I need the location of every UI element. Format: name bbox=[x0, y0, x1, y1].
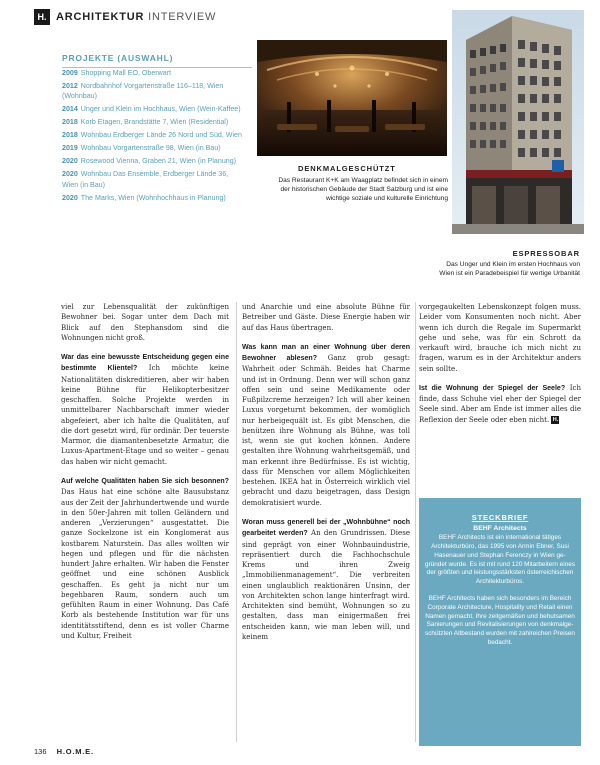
projects-list bbox=[62, 68, 242, 206]
list-item: 2014 Unger und Klein im Hochhaus, Wien (Wein-Kaffee) bbox=[62, 105, 241, 114]
projects-heading: PROJEKTE (AUSWAHL) bbox=[62, 52, 252, 68]
interview-answer: Ganz grob gesagt: Wahrheit oder Schmäh. Beides hat Charme und ist in Ordnung. Denn wer will schon ganz offen sein und seine Medikamente oder Fußpilzcreme herzeigen? Ich will aber keinen Luxus vorgeturnt bekommen, der womöglich nur herbeigequält ist. Es gibt Menschen, die benützen ihre Wohnung als Bühne, was toll ist, wenn sie gut kochen können. Andere gestalten ihre Wohnung wahrheitsgemäß, und man erkennt ihre Bedürfnisse. Es ist wichtig, dass für Menschen vor allem Möglichkeiten bestehen. IKEA hat in Österreich wirklich viel gebracht und dazu beigetragen, dass Design demokratisiert wurde. bbox=[242, 353, 410, 507]
interview-question: Was kann man an einer Wohnung über deren Bewohner ablesen? bbox=[242, 343, 410, 363]
page-number: 136 bbox=[34, 747, 47, 756]
end-mark-icon: H. bbox=[552, 416, 559, 423]
column-divider bbox=[415, 302, 416, 742]
paragraph bbox=[61, 476, 229, 641]
paragraph: vorgegaukelten Lebenskonzept folgen muss. Leider vom Konsumenten noch nicht. Aber wenn ich durch die Regale im Supermarkt gehe und sehe, was für ein Schrott da verkauft wird, brauche ich mich nicht zu fragen, warum es in der Architektur anders sein sollte. bbox=[419, 302, 581, 373]
page-footer bbox=[34, 747, 94, 757]
paragraph bbox=[61, 352, 229, 467]
interview-question: Ist die Wohnung der Spiegel der Seele? bbox=[419, 384, 566, 392]
list-item: 2018 Korb Etagen, Brandstätte 7, Wien (Residential) bbox=[62, 118, 229, 127]
list-item: 2020 Rosewood Vienna, Graben 21, Wien (in Planung) bbox=[62, 157, 237, 166]
paragraph bbox=[419, 383, 581, 425]
list-item: 2019 Wohnbau Vorgartenstraße 98, Wien (in Bau) bbox=[62, 144, 221, 153]
espresso-caption-title: ESPRESSOBAR bbox=[512, 249, 580, 258]
article-column-3 bbox=[419, 302, 581, 434]
interview-question: Auf welche Qualitäten haben Sie sich besonnen? bbox=[61, 478, 229, 486]
paragraph: und Anarchie und eine absolute Bühne für Betreiber und Gäste. Diese Energie haben wir auf das Haus übertragen. bbox=[242, 302, 410, 332]
list-item: 2009 Shopping Mall EO, Oberwart bbox=[62, 69, 172, 77]
interview-question: Woran muss generell bei der „Wohnbühne“ noch gearbeitet werden? bbox=[242, 519, 410, 538]
steckbrief-paragraph: BEHF Architects ist ein international tätiges Architekturbüro, das 1995 von Armin Ebner, Susi Hasenauer und Stephan Ferenczy in Wien gegründet wurde. Es ist mit rund 120 Mitarbeitern eines der größten und leistungsstärksten österreichischen Architekturbüros. bbox=[425, 534, 575, 585]
article-column-2 bbox=[242, 302, 410, 651]
list-item: 2012 Nordbahnhof Vorgartenstraße 116–118, Wien (Wohnbau) bbox=[62, 82, 224, 101]
restaurant-photo bbox=[257, 40, 447, 156]
interview-question: War das eine bewusste Entscheidung gegen eine bestimmte Klientel? bbox=[61, 354, 229, 373]
interview-answer: Ich finde, dass Schuhe viel eher der Spiegel der Seele sind. Aber am Ende ist immer alles die Reflexion der Seele oder eben nicht. bbox=[419, 382, 582, 424]
steckbrief-box bbox=[419, 498, 581, 746]
article-column-1 bbox=[61, 302, 229, 650]
section-label: ARCHITEKTUR bbox=[56, 11, 145, 23]
interview-answer: Das Haus hat eine schöne alte Bausubstanz aus der Zeit der Jahrhundertwende und wurde in den 50er-Jahren mit tollen Geländern und anderen „Verzierungen“ ausgestattet. Die ganze Sockelzone ist ein Konglomerat aus kostbarem Naturstein. Das alles wollten wir hegen und pflegen und für die nächsten hundert Jahre erhalten. Wir haben die Fenster geöffnet und eine schönen Ausblick geschaffen. Es geht ja nicht nur um begehbaren Raum, sondern auch um gefühlten Raum in einer Wohnung. Das Café Korb als bestehende Institution war für uns identitätsstiftend, denn es ist voller Charme und Kultur, Freiheit bbox=[61, 487, 229, 640]
list-item: 2018 Wohnbau Erdberger Lände 26 Nord und Süd, Wien bbox=[62, 131, 242, 140]
steckbrief-subtitle: BEHF Architects bbox=[473, 524, 527, 532]
espresso-caption-text: Das Unger und Klein im ersten Hochhaus von Wien ist ein Paradebeispiel für wertige Urbanität bbox=[439, 261, 580, 277]
section-header bbox=[56, 9, 216, 25]
building-photo bbox=[452, 10, 584, 234]
paragraph bbox=[242, 517, 410, 642]
magazine-logo-badge: H. bbox=[34, 9, 50, 25]
list-item: 2020 The Marks, Wien (Wohnhochhaus in Planung) bbox=[62, 193, 226, 202]
restaurant-caption-title: DENKMALGESCHÜTZT bbox=[298, 164, 396, 173]
interview-answer: Ich möchte keine Nationalitäten diskreditieren, aber wir haben keine Bühne für Helikopterbesitzer geschaffen. Solche Projekte werden in unmittelbarer Nachbarschaft immer wieder abgefeiert, aber ich halte die Qualitäten, auf die dort gesetzt wird, für ordinär. Der teuerste Marmor, die diamantenbesetzte Armatur, die Luxus-Apartment-Etage und so weiter – genau das haben wir nicht gemacht. bbox=[61, 363, 229, 466]
steckbrief-title: STECKBRIEF bbox=[471, 513, 529, 522]
paragraph bbox=[242, 342, 410, 508]
column-divider bbox=[236, 302, 237, 742]
list-item: 2020 Wohnbau Das Ensemble, Erdberger Lände 36, Wien (in Bau) bbox=[62, 170, 229, 189]
steckbrief-paragraph: BEHF Architects haben sich besonders im Bereich Corporate Architecture, Hospitality und Retail einen Namen gemacht. Ihre zeitgemäßen und behutsamen Sanierungen und Revitalisierungen von denkmalgeschützten Altbestand wurden mit zahlreichen Preisen bedacht. bbox=[425, 595, 575, 646]
interview-answer: An den Grundrissen. Diese sind geprägt von einer Wohnbauindustrie, repräsentiert durch die Fachhochschule Krems und ihren Zweig „Immobilienmanagement“. Die verbreiten einen unglaublich reaktionären Unsinn, der von Architekten schon lange hinterfragt wird. Architekten sind bemüht, Wohnungen so zu gestalten, dass man einigermaßen frei entscheiden kann, wie man leben will, und keinem bbox=[242, 528, 410, 641]
magazine-name: H.O.M.E. bbox=[56, 747, 94, 756]
paragraph: viel zur Lebensqualität der zukünftigen Bewohner bei. Sogar unter dem Dach mit Blick auf den Stephansdom sind die Wohnungen nicht groß. bbox=[61, 302, 229, 342]
restaurant-caption-text: Das Restaurant K+K am Waagplatz befindet sich in einem der historischen Gebäude der Stadt Salzburg und ist eine wichtige soziale und kulturelle Einrichtung bbox=[278, 177, 448, 202]
subsection-label: INTERVIEW bbox=[148, 11, 217, 23]
